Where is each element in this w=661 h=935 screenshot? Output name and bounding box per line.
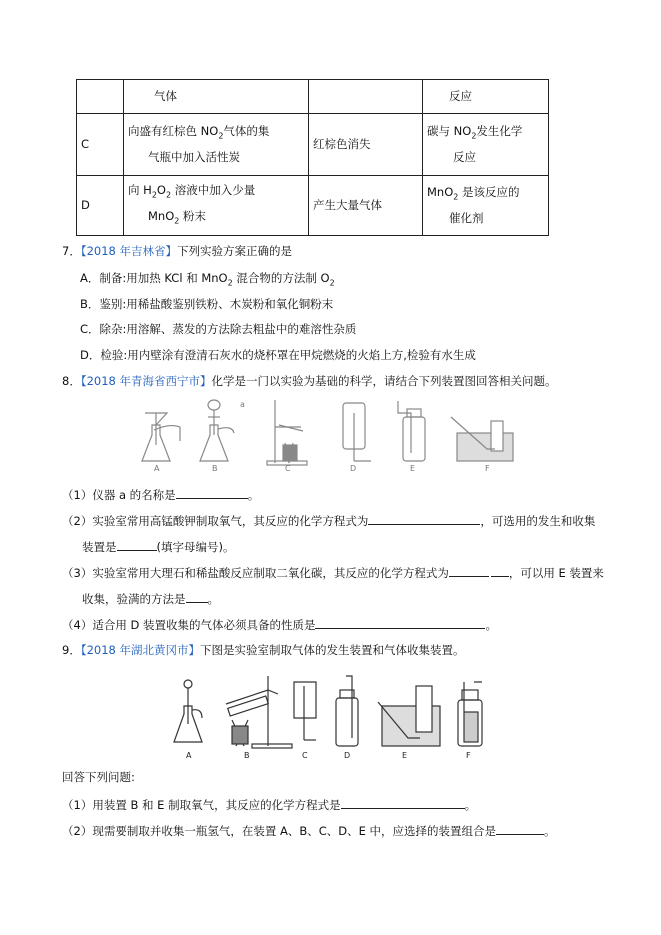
cell-text: 向盛有红棕色 NO [128,124,219,139]
table-row-d [77,176,549,236]
option-text: 混合物的方法制 O [232,271,330,285]
cell-text: 气瓶中加入活性炭 [148,149,240,164]
question-text: 收集，验满的方法是 [82,592,186,606]
question-text: 。 [485,618,497,632]
cell-text: 碳与 NO [427,124,472,139]
option-text: A．制备:用加热 KCl 和 MnO [80,271,228,285]
q9-intro: 回答下列问题: [62,770,135,784]
answer-blank[interactable] [186,590,208,603]
apparatus-e [378,686,440,746]
option-letter: C [77,114,124,176]
cell-text: 溶液中加入少量 [171,183,256,198]
apparatus-c [294,682,316,740]
answer-blank[interactable] [449,564,489,577]
table-cell-c-reaction [423,114,549,176]
source-tag: 【2018 年湖北黄冈市】 [80,643,200,657]
q7-stem [62,243,292,259]
apparatus-label: C [285,464,291,473]
cell-text: 反应 [453,149,476,164]
table-cell-d-gas [124,176,309,236]
answer-blank[interactable] [315,616,485,629]
option-sub: 2 [329,278,335,288]
cell-text: 发生化学 [476,124,523,139]
apparatus-d [336,676,358,746]
question-number: 7． [62,244,81,258]
apparatus-label: D [344,751,351,760]
table-row-c [77,114,549,176]
table-cell-c-phenomenon: 红棕色消失 [309,114,423,176]
answer-blank[interactable] [368,512,480,525]
cell-sub: 2 [453,192,459,202]
apparatus-f [451,417,513,461]
question-text: 。 [247,488,260,502]
apparatus-label: B [244,751,250,760]
question-text: (填字母编号)。 [156,540,235,554]
apparatus-label: D [350,464,357,473]
table-cell [77,80,124,114]
cell-sub: 2 [471,131,477,141]
question-text: （2）实验室常用高锰酸钾制取氧气，其反应的化学方程式为 [62,514,369,528]
question-number: 8． [62,374,81,388]
source-tag: 【2018 年吉林省】 [80,244,177,258]
q7-option-d: D．检验:用内壁涂有澄清石灰水的烧杯罩在甲烷燃烧的火焰上方,检验有水生成 [80,348,476,362]
question-text: （4）适合用 D 装置收集的气体必须具备的性质是 [62,618,316,632]
question-text: （2）现需要制取并收集一瓶氢气，在装置 A、B、C、D、E 中，应选择的装置组合是 [62,824,497,838]
answer-blank[interactable] [491,564,509,577]
question-text: （3）实验室常用大理石和稀盐酸反应制取二氧化碳，其反应的化学方程式为 [62,566,449,580]
answer-blank[interactable] [341,796,465,809]
answer-blank[interactable] [117,538,157,551]
question-number: 9． [62,643,81,657]
question-text: 下列实验方案正确的是 [177,244,292,258]
q8-stem [62,373,557,389]
cell-text: O [156,183,166,198]
table-header-row [77,80,549,114]
cell-text: 是该反应的 [458,185,520,200]
q8-part3b [82,590,219,607]
cell-text: MnO [427,185,454,200]
apparatus-label-a: a [240,400,245,409]
cell-sub: 2 [174,215,180,225]
apparatus-label: F [466,751,471,760]
apparatus-f [458,682,482,746]
q9-part2 [62,822,556,839]
apparatus-label: A [186,751,192,760]
apparatus-b [226,676,292,748]
apparatus-label: E [410,464,416,473]
apparatus-d [343,403,371,461]
q8-part4 [62,616,497,633]
cell-sub: 2 [218,131,224,141]
apparatus-label: A [154,464,160,473]
question-text: 。 [464,798,477,812]
q9-apparatus-figure [172,672,492,760]
q8-part1 [62,486,259,503]
apparatus-c [267,400,307,465]
table-header-reaction: 反应 [423,80,549,114]
apparatus-label: E [402,751,408,760]
apparatus-e [398,401,425,461]
apparatus-label: F [485,464,490,473]
cell-sub: 2 [151,190,157,200]
apparatus-label: B [212,464,218,473]
q8-apparatus-figure [140,395,520,475]
q8-part2b [82,538,234,555]
answer-blank[interactable] [496,822,544,835]
q7-option-c: C．除杂:用溶解、蒸发的方法除去粗盐中的难溶性杂质 [80,322,357,336]
cell-text: 催化剂 [449,210,484,225]
q7-option-b: B．鉴别:用稀盐酸鉴别铁粉、木炭粉和氧化铜粉末 [80,297,334,311]
question-text: ，可以用 E 装置来 [508,566,604,580]
q7-option-a [80,270,335,287]
table-cell-d-phenomenon: 产生大量气体 [309,176,423,236]
cell-text: MnO [148,208,175,223]
apparatus-a [174,680,202,742]
q8-part2 [62,512,595,529]
question-text: ，可选用的发生和收集 [480,514,596,528]
options-table [76,79,549,236]
q9-stem [62,642,465,658]
apparatus-a [142,413,180,461]
source-tag: 【2018 年青海省西宁市】 [80,374,212,388]
table-cell-c-gas [124,114,309,176]
cell-text: 粉末 [179,208,207,223]
table-cell-d-reaction [423,176,549,236]
table-header-gas: 气体 [124,80,309,114]
question-text: 化学是一门以实验为基础的科学，请结合下列装置图回答相关问题。 [211,374,557,388]
q8-part3 [62,564,604,581]
cell-text: 向 H [128,183,152,198]
question-text: 下图是实验室制取气体的发生装置和气体收集装置。 [200,643,465,657]
option-letter: D [77,176,124,236]
cell-sub: 2 [165,190,172,200]
question-text: （1）仪器 a 的名称是 [62,488,176,502]
cell-text: 气体的集 [223,124,270,139]
apparatus-b [200,400,234,461]
question-text: 。 [207,592,219,606]
option-sub: 2 [227,278,233,288]
question-text: 装置是 [82,540,117,554]
answer-blank[interactable] [176,486,248,499]
question-text: （1）用装置 B 和 E 制取氧气，其反应的化学方程式是 [62,798,341,812]
apparatus-label: C [302,751,308,760]
table-cell [309,80,423,114]
question-text: 。 [544,824,556,838]
q9-part1 [62,796,476,813]
